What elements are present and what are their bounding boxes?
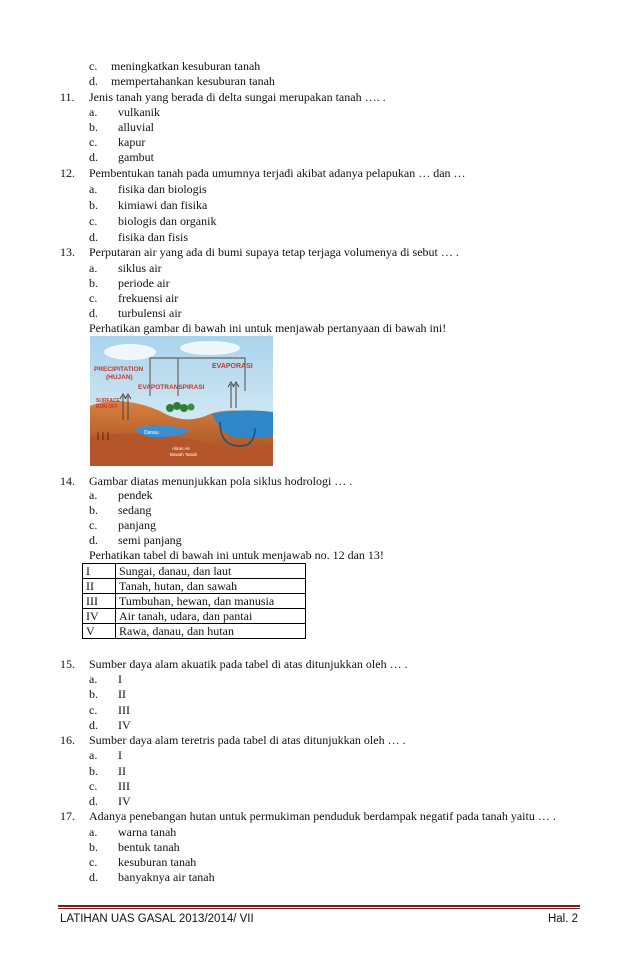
option-letter: c. [89,518,98,532]
option-text: kesuburan tanah [118,855,197,869]
option-letter: a. [89,825,98,839]
option-letter: d. [89,74,98,88]
row-text: Tumbuhan, hewan, dan manusia [116,594,306,609]
option-letter: c. [89,703,98,717]
option-letter: a. [89,261,98,275]
option-text: alluvial [118,120,154,134]
label-danau: Danau [144,430,159,436]
option-letter: a. [89,105,98,119]
table-row [83,594,306,609]
cloud [104,344,156,360]
table-row [83,564,306,579]
option-letter: b. [89,764,98,778]
option-letter: b. [89,198,98,212]
question-number: 11. [60,90,75,104]
option-letter: b. [89,840,98,854]
option-text: sedang [118,503,152,517]
label-evapotranspirasi: EVAPOTRANSPIRASI [138,384,205,391]
option-letter: d. [89,306,98,320]
option-text: II [118,764,126,778]
label-aliran-2: Bawah Tanah [170,452,198,457]
option-letter: a. [89,748,98,762]
option-text: kapur [118,135,146,149]
option-letter: a. [89,488,98,502]
footer-title: LATIHAN UAS GASAL 2013/2014/ VII [60,913,254,925]
hydrologic-cycle-diagram [90,336,273,466]
option-letter: c. [89,214,98,228]
option-letter: c. [89,135,98,149]
question-text: Sumber daya alam akuatik pada tabel di atas ditunjukkan oleh … . [89,657,408,671]
row-text: Rawa, danau, dan hutan [116,624,306,639]
question-text: Pembentukan tanah pada umumnya terjadi akibat adanya pelapukan … dan … [89,166,466,180]
option-letter: c. [89,855,98,869]
option-text: II [118,687,126,701]
row-text: Sungai, danau, dan laut [116,564,306,579]
option-text: I [118,672,122,686]
label-runoff: RUN OFF [96,404,119,410]
table-row [83,579,306,594]
option-letter: b. [89,120,98,134]
option-letter: b. [89,687,98,701]
footer-divider [58,908,580,909]
label-precipitation: PRECIPITATION [94,366,144,373]
option-text: frekuensi air [118,291,179,305]
resource-table [82,563,306,639]
question-number: 15. [60,657,75,671]
option-text: III [118,779,130,793]
option-text: turbulensi air [118,306,182,320]
label-evaporasi: EVAPORASI [212,363,253,370]
option-text: biologis dan organik [118,214,217,228]
footer-divider [58,905,580,907]
tree [173,402,181,410]
option-letter: d. [89,794,98,808]
option-text: siklus air [118,261,162,275]
cloud [180,341,240,355]
page-number: Hal. 2 [547,913,578,925]
option-letter: d. [89,230,98,244]
table-row [83,609,306,624]
row-number: IV [83,609,116,624]
row-number: I [83,564,116,579]
question-number: 13. [60,245,75,259]
option-text: fisika dan fisis [118,230,188,244]
row-text: Air tanah, udara, dan pantai [116,609,306,624]
option-letter: d. [89,533,98,547]
option-text: banyaknya air tanah [118,870,215,884]
question-text: Gambar diatas menunjukkan pola siklus hodrologi … . [89,474,353,488]
option-text: mempertahankan kesuburan tanah [111,74,275,88]
option-text: I [118,748,122,762]
option-text: meningkatkan kesuburan tanah [111,59,261,73]
tree [166,404,174,412]
row-number: II [83,579,116,594]
label-aliran-1: Aliran Air [172,446,191,451]
option-letter: d. [89,718,98,732]
option-text: III [118,703,130,717]
option-letter: b. [89,276,98,290]
option-letter: d. [89,150,98,164]
option-text: periode air [118,276,170,290]
question-number: 17. [60,809,75,823]
question-number: 12. [60,166,75,180]
option-text: kimiawi dan fisika [118,198,208,212]
table-row [83,624,306,639]
row-number: V [83,624,116,639]
option-letter: c. [89,291,98,305]
option-text: panjang [118,518,156,532]
question-text: Adanya penebangan hutan untuk permukiman penduduk berdampak negatif pada tanah yaitu … . [89,809,556,823]
question-number: 14. [60,474,75,488]
option-letter: a. [89,182,98,196]
question-text: Jenis tanah yang berada di delta sungai merupakan tanah …. . [89,90,386,104]
option-text: vulkanik [118,105,160,119]
option-text: bentuk tanah [118,840,180,854]
row-number: III [83,594,116,609]
instruction-text: Perhatikan tabel di bawah ini untuk menjawab no. 12 dan 13! [89,548,384,562]
option-text: pendek [118,488,153,502]
option-letter: c. [89,59,98,73]
option-letter: c. [89,779,98,793]
question-text: Sumber daya alam teretris pada tabel di atas ditunjukkan oleh … . [89,733,406,747]
tree [180,404,188,412]
option-letter: b. [89,503,98,517]
label-hujan: (HUJAN) [106,374,133,381]
instruction-text: Perhatikan gambar di bawah ini untuk menjawab pertanyaan di bawah ini! [89,321,447,335]
question-number: 16. [60,733,75,747]
question-text: Perputaran air yang ada di bumi supaya tetap terjaga volumenya di sebut … . [89,245,459,259]
option-text: gambut [118,150,154,164]
option-text: warna tanah [118,825,177,839]
option-letter: a. [89,672,98,686]
option-text: IV [118,718,131,732]
option-text: semi panjang [118,533,182,547]
label-surface: SURFACE [96,398,120,404]
row-text: Tanah, hutan, dan sawah [116,579,306,594]
tree [188,404,195,411]
option-text: fisika dan biologis [118,182,207,196]
option-text: IV [118,794,131,808]
option-letter: d. [89,870,98,884]
